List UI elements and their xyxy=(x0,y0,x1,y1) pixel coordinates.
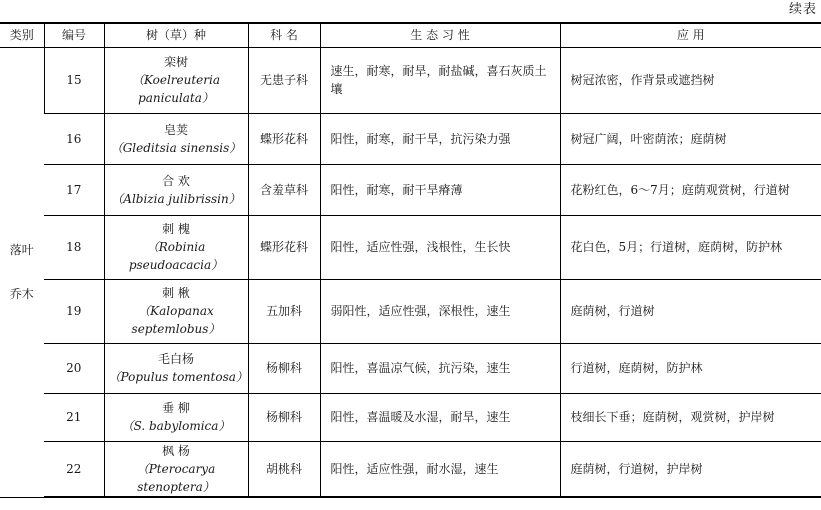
ecology-cell: 阳性，耐寒，耐干旱瘠薄 xyxy=(320,164,560,215)
header-family: 科 名 xyxy=(248,23,320,47)
header-species: 树（草）种 xyxy=(104,23,248,47)
species-name: 毛白杨 xyxy=(157,352,194,366)
species-name: 枫 杨 xyxy=(162,443,190,458)
species-cell xyxy=(104,164,248,215)
family-cell: 杨柳科 xyxy=(248,343,320,393)
category-cell xyxy=(0,47,44,497)
species-cell xyxy=(104,279,248,343)
species-cell xyxy=(104,343,248,393)
table-row xyxy=(0,164,821,215)
application-cell: 庭荫树，行道树，护岸树 xyxy=(560,441,821,497)
species-latin-line2: septemlobus） xyxy=(131,322,221,336)
category-line1: 落叶 xyxy=(9,243,34,257)
species-latin-line1: （Populus tomentosa） xyxy=(108,370,248,384)
number-cell: 15 xyxy=(44,47,104,113)
ecology-cell: 弱阳性，适应性强，深根性，速生 xyxy=(320,279,560,343)
header-category: 类别 xyxy=(0,23,44,47)
table-row xyxy=(0,393,821,441)
table-row xyxy=(0,343,821,393)
species-name: 栾树 xyxy=(163,55,188,69)
species-latin-line1: （Albizia julibrissin） xyxy=(111,191,241,206)
ecology-cell: 阳性，喜温凉气候，抗污染，速生 xyxy=(320,343,560,393)
family-cell: 杨柳科 xyxy=(248,393,320,441)
species-latin-line2: pseudoacacia） xyxy=(128,258,224,272)
ecology-cell: 阳性，耐寒，耐干旱，抗污染力强 xyxy=(320,113,560,164)
number-cell: 18 xyxy=(44,215,104,279)
species-latin-line1: （Kalopanax xyxy=(138,304,214,318)
table-header-row xyxy=(0,23,821,47)
species-cell xyxy=(104,393,248,441)
application-cell: 花粉红色，6～7月；庭荫观赏树，行道树 xyxy=(560,164,821,215)
family-cell: 含羞草科 xyxy=(248,164,320,215)
application-cell: 树冠浓密，作背景或遮挡树 xyxy=(560,47,821,113)
application-cell: 花白色，5月；行道树，庭荫树，防护林 xyxy=(560,215,821,279)
ecology-cell: 速生，耐寒，耐旱，耐盐碱，喜石灰质土壤 xyxy=(320,47,560,113)
table-row xyxy=(0,47,821,113)
ecology-cell: 阳性，适应性强，浅根性，生长快 xyxy=(320,215,560,279)
number-cell: 20 xyxy=(44,343,104,393)
application-cell: 树冠广阔，叶密荫浓；庭荫树 xyxy=(560,113,821,164)
species-name: 刺 槐 xyxy=(162,222,190,236)
category-line2: 乔木 xyxy=(9,287,34,301)
species-name: 皂荚 xyxy=(163,122,188,137)
species-name: 刺 楸 xyxy=(162,286,190,300)
application-cell: 行道树，庭荫树，防护林 xyxy=(560,343,821,393)
header-application: 应 用 xyxy=(560,23,821,47)
application-cell: 庭荫树，行道树 xyxy=(560,279,821,343)
species-latin-line1: （S. babylomica） xyxy=(121,419,231,433)
number-cell: 16 xyxy=(44,113,104,164)
species-latin-line1: （Robinia xyxy=(146,240,206,254)
ecology-cell: 阳性，喜温暖及水湿，耐旱，速生 xyxy=(320,393,560,441)
table-row xyxy=(0,279,821,343)
ecology-cell: 阳性，适应性强，耐水湿，速生 xyxy=(320,441,560,497)
application-cell: 枝细长下垂；庭荫树，观赏树，护岸树 xyxy=(560,393,821,441)
species-cell xyxy=(104,441,248,497)
table-continued-caption: 续表 xyxy=(788,2,817,17)
table-row xyxy=(0,113,821,164)
header-number: 编号 xyxy=(44,23,104,47)
species-name: 垂 柳 xyxy=(162,401,190,415)
species-cell xyxy=(104,47,248,113)
number-cell: 21 xyxy=(44,393,104,441)
species-latin-line1: （Gleditsia sinensis） xyxy=(110,140,242,155)
species-name: 合 欢 xyxy=(162,173,190,188)
number-cell: 22 xyxy=(44,441,104,497)
header-ecology: 生 态 习 性 xyxy=(320,23,560,47)
table-row xyxy=(0,441,821,497)
tree-species-table xyxy=(0,22,821,498)
species-latin-line1: （Pterocarya stenoptera） xyxy=(136,461,216,494)
species-cell xyxy=(104,113,248,164)
number-cell: 17 xyxy=(44,164,104,215)
family-cell: 胡桃科 xyxy=(248,441,320,497)
family-cell: 无患子科 xyxy=(248,47,320,113)
species-cell xyxy=(104,215,248,279)
number-cell: 19 xyxy=(44,279,104,343)
species-latin-line2: paniculata） xyxy=(138,91,214,105)
table-row xyxy=(0,215,821,279)
family-cell: 五加科 xyxy=(248,279,320,343)
family-cell: 蝶形花科 xyxy=(248,215,320,279)
family-cell: 蝶形花科 xyxy=(248,113,320,164)
species-latin-line1: （Koelreuteria xyxy=(131,73,221,87)
